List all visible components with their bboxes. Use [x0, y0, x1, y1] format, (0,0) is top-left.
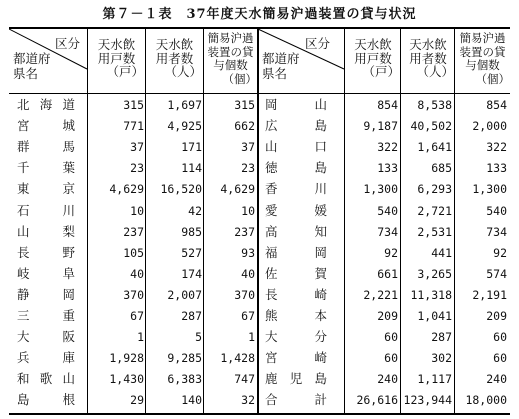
households-value: 771 [123, 119, 144, 134]
pref-name: 大阪 [17, 329, 75, 345]
pref-name: 石川 [17, 202, 75, 218]
header-line: 与個数 [213, 58, 248, 72]
households-value: 4,629 [109, 182, 144, 197]
pref-name: 宮城 [17, 118, 75, 134]
units-value: 574 [486, 266, 507, 281]
header-line: （個） [222, 71, 257, 86]
pref-name: 北海道 [17, 97, 75, 112]
pref-name: 愛媛 [265, 202, 327, 218]
units-value: 2,000 [472, 119, 507, 134]
people-value: 11,318 [410, 287, 452, 302]
households-value: 37 [130, 140, 144, 155]
people-value: 123,944 [403, 393, 452, 408]
units-value: 133 [486, 161, 507, 176]
people-value: 6,383 [167, 372, 202, 387]
pref-name: 島根 [17, 392, 75, 408]
people-value: 114 [181, 161, 202, 176]
households-value: 60 [384, 330, 398, 345]
units-value: 60 [493, 351, 507, 366]
households-value: 1,928 [109, 351, 144, 366]
households-value: 9,187 [363, 119, 398, 134]
header-line: 簡易沪過 [459, 31, 506, 45]
header-line: 装置の貸 [459, 44, 506, 59]
header-line: （人） [416, 64, 454, 79]
people-value: 42 [188, 203, 202, 218]
units-value: 540 [486, 203, 507, 218]
pref-name: 岡山 [265, 97, 327, 112]
header-line: 装置の貸 [207, 44, 254, 59]
people-value: 2,007 [167, 287, 202, 302]
people-value: 685 [431, 161, 452, 176]
header-line: 用者数 [409, 50, 447, 66]
households-value: 1,430 [109, 372, 144, 387]
households-value: 209 [377, 309, 398, 323]
pref-name: 岐阜 [17, 265, 75, 281]
households-value: 2,221 [363, 287, 398, 302]
pref-name: 福岡 [265, 244, 327, 260]
units-value: 92 [493, 245, 507, 260]
units-value: 18,000 [465, 393, 507, 408]
households-value: 322 [377, 140, 398, 155]
people-value: 8,538 [417, 98, 452, 112]
header-units [455, 32, 510, 86]
pref-name: 佐賀 [265, 265, 327, 281]
units-value: 209 [486, 309, 507, 323]
households-value: 23 [130, 161, 144, 176]
units-value: 23 [241, 161, 255, 176]
households-value: 60 [384, 351, 398, 366]
units-value: 747 [234, 372, 255, 387]
data-table [9, 27, 510, 415]
header-line: 天水飲 [354, 37, 392, 52]
units-value: 1 [248, 330, 255, 345]
header-line: 簡易沪過 [207, 31, 254, 45]
units-value: 4,629 [220, 182, 255, 197]
households-value: 67 [130, 309, 144, 323]
people-value: 441 [431, 245, 452, 260]
people-value: 287 [431, 330, 452, 345]
households-value: 540 [377, 203, 398, 218]
header-pref-text: 都道府県名 [13, 51, 51, 81]
households-value: 240 [377, 372, 398, 387]
header-line: 用戸数 [97, 50, 136, 66]
pref-name: 徳島 [265, 160, 327, 176]
table-title: 第７－１表 37年度天水簡易沪過装置の貸与状況 [102, 7, 417, 22]
header-line: 与個数 [465, 58, 500, 72]
pref-name: 香川 [265, 181, 327, 197]
header-line: 天水飲 [155, 37, 194, 52]
header-people [147, 38, 202, 79]
header-households [89, 38, 144, 79]
pref-name: 高知 [265, 223, 327, 239]
header-pref-label [262, 51, 304, 81]
header-people [402, 38, 454, 79]
people-value: 6,293 [417, 182, 452, 197]
people-value: 174 [181, 266, 202, 281]
units-value: 1,428 [220, 351, 255, 366]
households-value: 26,616 [356, 393, 398, 408]
people-value: 16,520 [160, 182, 202, 197]
pref-name: 長野 [17, 244, 75, 260]
units-value: 370 [234, 287, 255, 302]
people-value: 140 [181, 393, 202, 408]
people-value: 4,925 [167, 119, 202, 134]
pref-name: 宮崎 [265, 350, 327, 366]
households-value: 1,300 [363, 182, 398, 197]
units-value: 10 [241, 203, 255, 218]
people-value: 2,531 [417, 224, 452, 239]
header-category: 区分 [55, 36, 81, 51]
header-pref-label [13, 51, 55, 81]
pref-name: 広島 [265, 118, 327, 134]
pref-name: 兵庫 [17, 350, 75, 366]
pref-name: 鹿児島 [265, 371, 327, 387]
people-value: 5 [195, 330, 202, 345]
households-value: 40 [130, 266, 144, 281]
units-value: 40 [241, 266, 255, 281]
header-units [204, 32, 257, 86]
header-pref-text: 都道府県名 [262, 51, 300, 81]
people-value: 1,641 [417, 140, 452, 155]
units-value: 662 [234, 119, 255, 134]
pref-name: 東京 [17, 181, 75, 197]
households-value: 734 [377, 224, 398, 239]
header-line: 用戸数 [354, 50, 392, 66]
people-value: 1,041 [417, 309, 452, 323]
households-value: 29 [130, 393, 144, 408]
households-value: 105 [123, 245, 144, 260]
pref-name: 大分 [265, 329, 327, 345]
units-value: 93 [241, 245, 255, 260]
units-value: 32 [241, 393, 255, 408]
people-value: 40,502 [410, 119, 452, 134]
units-value: 237 [234, 224, 255, 239]
pref-name: 千葉 [17, 160, 75, 176]
pref-name: 三重 [17, 308, 75, 323]
units-value: 734 [486, 224, 507, 239]
pref-name: 和歌山 [17, 371, 75, 387]
pref-name: 群馬 [17, 139, 75, 155]
people-value: 9,285 [167, 351, 202, 366]
people-value: 985 [181, 224, 202, 239]
people-value: 1,117 [417, 372, 452, 387]
pref-name: 山梨 [17, 223, 75, 239]
units-value: 240 [486, 372, 507, 387]
pref-name: 山口 [265, 139, 327, 155]
households-value: 661 [377, 266, 398, 281]
people-value: 2,721 [417, 203, 452, 218]
units-value: 854 [486, 98, 507, 112]
people-value: 287 [181, 309, 202, 323]
header-line: （戸） [106, 64, 144, 79]
header-category: 区分 [305, 36, 331, 51]
households-value: 92 [384, 245, 398, 260]
households-value: 133 [377, 161, 398, 176]
header-line: （戸） [362, 64, 400, 79]
people-value: 302 [431, 351, 452, 366]
pref-name: 長崎 [265, 286, 327, 302]
households-value: 1 [137, 330, 144, 345]
header-line: 天水飲 [409, 37, 447, 52]
header-line: 天水飲 [97, 37, 136, 52]
units-value: 315 [234, 98, 255, 112]
households-value: 315 [123, 98, 144, 112]
units-value: 67 [241, 309, 255, 323]
header-line: 用者数 [155, 50, 194, 66]
households-value: 854 [377, 98, 398, 112]
header-households [346, 38, 400, 79]
header-line: （個） [475, 71, 510, 86]
people-value: 1,697 [167, 98, 202, 112]
households-value: 237 [123, 224, 144, 239]
header-line: （人） [164, 64, 202, 79]
units-value: 322 [486, 140, 507, 155]
units-value: 2,191 [472, 287, 507, 302]
pref-name: 熊本 [265, 308, 327, 323]
units-value: 1,300 [472, 182, 507, 197]
households-value: 10 [130, 203, 144, 218]
households-value: 370 [123, 287, 144, 302]
units-value: 37 [241, 140, 255, 155]
pref-name: 合計 [265, 392, 327, 408]
pref-name: 静岡 [17, 286, 75, 302]
people-value: 527 [181, 245, 202, 260]
units-value: 60 [493, 330, 507, 345]
people-value: 171 [181, 140, 202, 155]
people-value: 3,265 [417, 266, 452, 281]
